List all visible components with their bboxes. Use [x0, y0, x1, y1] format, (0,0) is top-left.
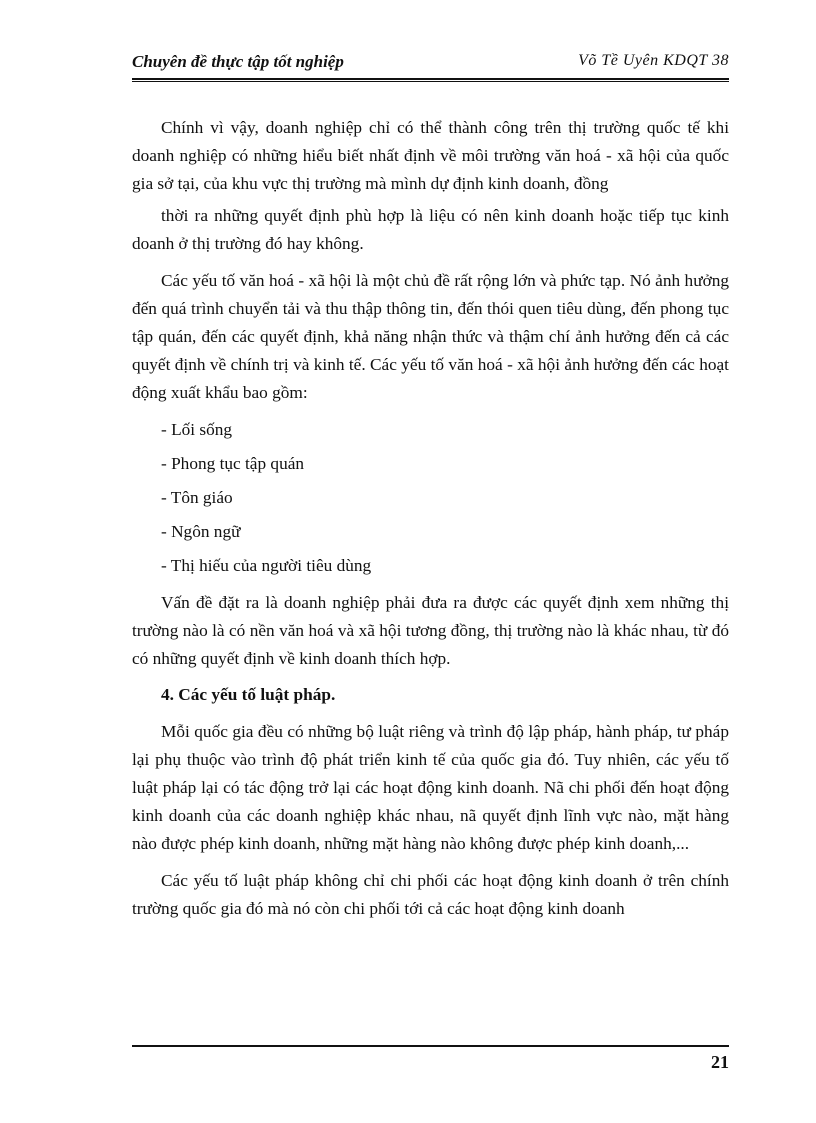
list-item: - Ngôn ngữ — [161, 522, 241, 541]
paragraph-1a: Chính vì vậy, doanh nghiệp chỉ có thể thành công trên thị trường quốc tế khi doanh nghiệp có những hiểu biết nhất định về môi trường văn hoá - xã hội của quốc gia sở tại, của khu vực thị trường mà mình dự định kinh doanh, đồng — [132, 118, 729, 193]
list-item: - Lối sống — [161, 420, 233, 439]
paragraph-1b: thời ra những quyết định phù hợp là liệu có nên kinh doanh hoặc tiếp tục kinh doanh ở thị trường đó hay không. — [132, 206, 729, 253]
list-item: - Thị hiếu của người tiêu dùng — [161, 556, 372, 575]
list-item: - Tôn giáo — [161, 488, 233, 507]
paragraph-4: Mỗi quốc gia đều có những bộ luật riêng và trình độ lập pháp, hành pháp, tư pháp lại phụ thuộc vào trình độ phát triển kinh tế của quốc gia đó. Tuy nhiên, các yếu tố luật pháp lại có tác động trở lại các hoạt động kinh doanh. Nã chi phối đến hoạt động kinh doanh của các doanh nghiệp khác nhau, nã quyết định lĩnh vực nào, mặt hàng nào được phép kinh doanh, những mặt hàng nào không được phép kinh doanh,... — [132, 722, 729, 853]
footer-divider — [132, 1045, 729, 1047]
paragraph-2: Các yếu tố văn hoá - xã hội là một chủ đề rất rộng lớn và phức tạp. Nó ảnh hưởng đến quá trình chuyển tải và thu thập thông tin, đến thói quen tiêu dùng, đến phong tục tập quán, đến các quyết định, khả năng nhận thức và thậm chí ảnh hưởng đến cả các quyết định về chính trị và kinh tế. Các yếu tố văn hoá - xã hội ảnh hưởng đến các hoạt động xuất khẩu bao gồm: — [132, 271, 729, 402]
list-item: - Phong tục tập quán — [161, 454, 305, 473]
paragraph-3: Vấn đề đặt ra là doanh nghiệp phải đưa ra được các quyết định xem những thị trường nào là có nền văn hoá và xã hội tương đồng, thị trường nào là khác nhau, từ đó có những quyết định về kinh doanh thích hợp. — [132, 593, 729, 668]
page-body — [132, 114, 729, 923]
document-title: Chuyên đề thực tập tốt nghiệp — [132, 52, 344, 71]
culture-factor-list — [132, 416, 729, 580]
section-heading: 4. Các yếu tố luật pháp. — [161, 685, 336, 704]
author-label: Võ Tề Uyên KDQT 38 — [578, 52, 729, 69]
page-header — [132, 52, 729, 76]
page-number: 21 — [711, 1052, 729, 1072]
paragraph-5: Các yếu tố luật pháp không chỉ chi phối các hoạt động kinh doanh ở trên chính trường quốc gia đó mà nó còn chi phối tới cả các hoạt động kinh doanh — [132, 871, 729, 918]
header-divider — [132, 78, 729, 82]
